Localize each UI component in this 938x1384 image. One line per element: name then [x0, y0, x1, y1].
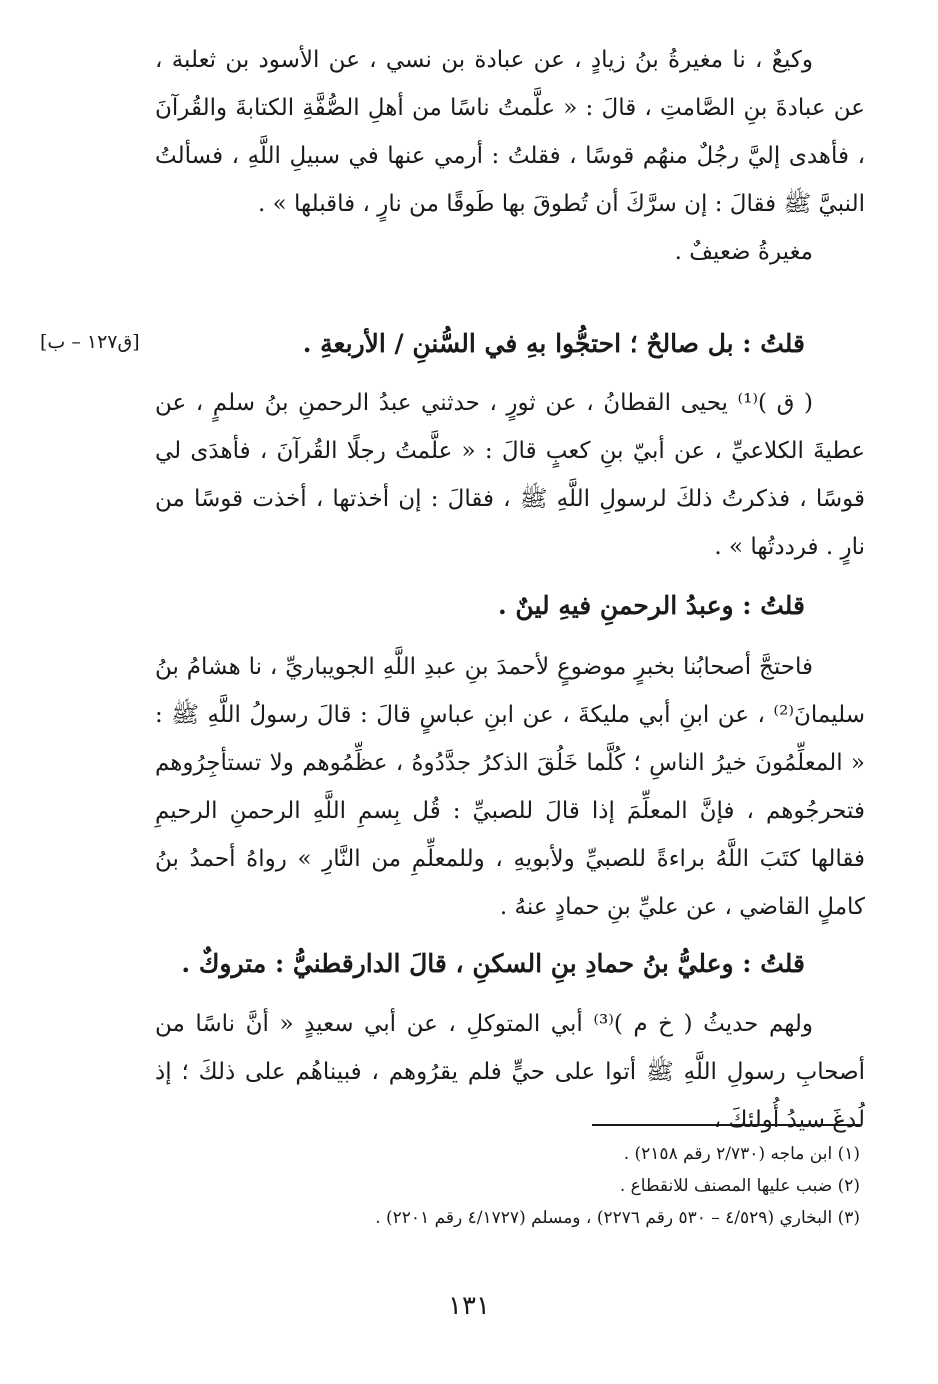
- body-section-1: [155, 36, 865, 276]
- heading-ali-hammad-note: قلتُ : وعليُّ بنُ حمادِ بنِ السكنِ ، قالَ الدارقطنيُّ : متروكٌ .: [181, 949, 805, 978]
- footnotes: [155, 1138, 860, 1234]
- paragraph-teachers-hadith: فاحتجَّ أصحابُنا بخبرٍ موضوعٍ لأحمدَ بنِ عبدِ اللَّهِ الجويباريِّ ، نا هشامُ بنُ سليمانَ⁽²⁾ ، عن ابنِ أبي مليكةَ ، عن ابنِ عباسٍ قالَ : قالَ رسولُ اللَّهِ ﷺ : « المعلِّمُونَ خيرُ الناسِ ؛ كُلَّما خَلُقَ الذكرُ جدَّدُوهُ ، عظِّمُوهم ولا تستأجِرُوهم فتحرجُوهم ، فإنَّ المعلِّمَ إذا قالَ للصبيِّ : قُل بِسمِ اللَّهِ الرحمنِ الرحيمِ فقالها كتَبَ اللَّهُ براءةً للصبيِّ ولأبويهِ ، وللمعلِّمِ من النَّارِ » رواهُ أحمدُ بنُ كاملٍ القاضي ، عن عليِّ بنِ حمادٍ عنهُ .: [155, 654, 865, 920]
- footnote-2: (٢) ضبب عليها المصنف للانقطاع .: [619, 1176, 860, 1196]
- footnote-3: (٣) البخاري (٤/٥٢٩ – ٥٣٠ رقم ٢٢٧٦) ، ومسلم (٤/١٧٢٧ رقم ٢٢٠١) .: [375, 1208, 860, 1228]
- footnote-divider: [592, 1124, 860, 1126]
- footnote-1: (١) ابن ماجه (٢/٧٣٠ رقم ٢١٥٨) .: [623, 1144, 860, 1164]
- paragraph-mughira-weak: مغيرةُ ضعيفٌ .: [674, 239, 813, 265]
- page-number: ١٣١: [448, 1291, 490, 1321]
- heading-abdurrahman-note: قلتُ : وعبدُ الرحمنِ فيهِ لينٌ .: [498, 591, 805, 620]
- paragraph-wakee-hadith: وكيعٌ ، نا مغيرةُ بنُ زيادٍ ، عن عبادة بن نسي ، عن الأسود بن ثعلبة ، عن عبادةَ بنِ الصَّامتِ ، قالَ : « علَّمتُ ناسًا من أهلِ الصُّفَّةِ الكتابةَ والقُرآنَ ، فأهدى إليَّ رجُلٌ منهُم قوسًا ، فقلتُ : أرمي عنها في سبيلِ اللَّهِ ، فسألتُ النبيَّ ﷺ فقالَ : إن سرَّكَ أن تُطوقَ بها طَوقًا من نارٍ ، فاقبلها » .: [155, 47, 865, 217]
- body-section-3: [155, 643, 865, 931]
- body-section-4: [155, 1000, 865, 1144]
- manuscript-folio-ref: [ق١٢٧ – ب]: [40, 331, 140, 353]
- paragraph-ubayy-hadith: ( ق )⁽¹⁾ يحيى القطانُ ، عن ثورٍ ، حدثني عبدُ الرحمنِ بنُ سلمٍ ، عن عطيةَ الكلاعيِّ ، عن أبيّ بنِ كعبٍ قالَ : « علَّمتُ رجلًا القُرآنَ ، فأهدَى لي قوسًا ، فذكرتُ ذلكَ لرسولِ اللَّهِ ﷺ ، فقالَ : إن أخذتها ، أخذت قوسًا من نارٍ . فرددتُها » .: [155, 390, 865, 560]
- paragraph-abu-said-hadith: ولهم حديثُ ( خ م )⁽³⁾ أبي المتوكلِ ، عن أبي سعيدٍ « أنَّ ناسًا من أصحابِ رسولِ اللَّهِ ﷺ أتوا على حيٍّ فلم يقرُوهم ، فبيناهُم على ذلكَ ؛ إذ لُدغَ سيدُ أُولئكَ ،: [155, 1011, 865, 1133]
- heading-salih-note: قلتُ : بل صالحٌ ؛ احتجُّوا بهِ في السُّننِ / الأربعةِ .: [302, 329, 805, 358]
- body-section-2: [155, 379, 865, 571]
